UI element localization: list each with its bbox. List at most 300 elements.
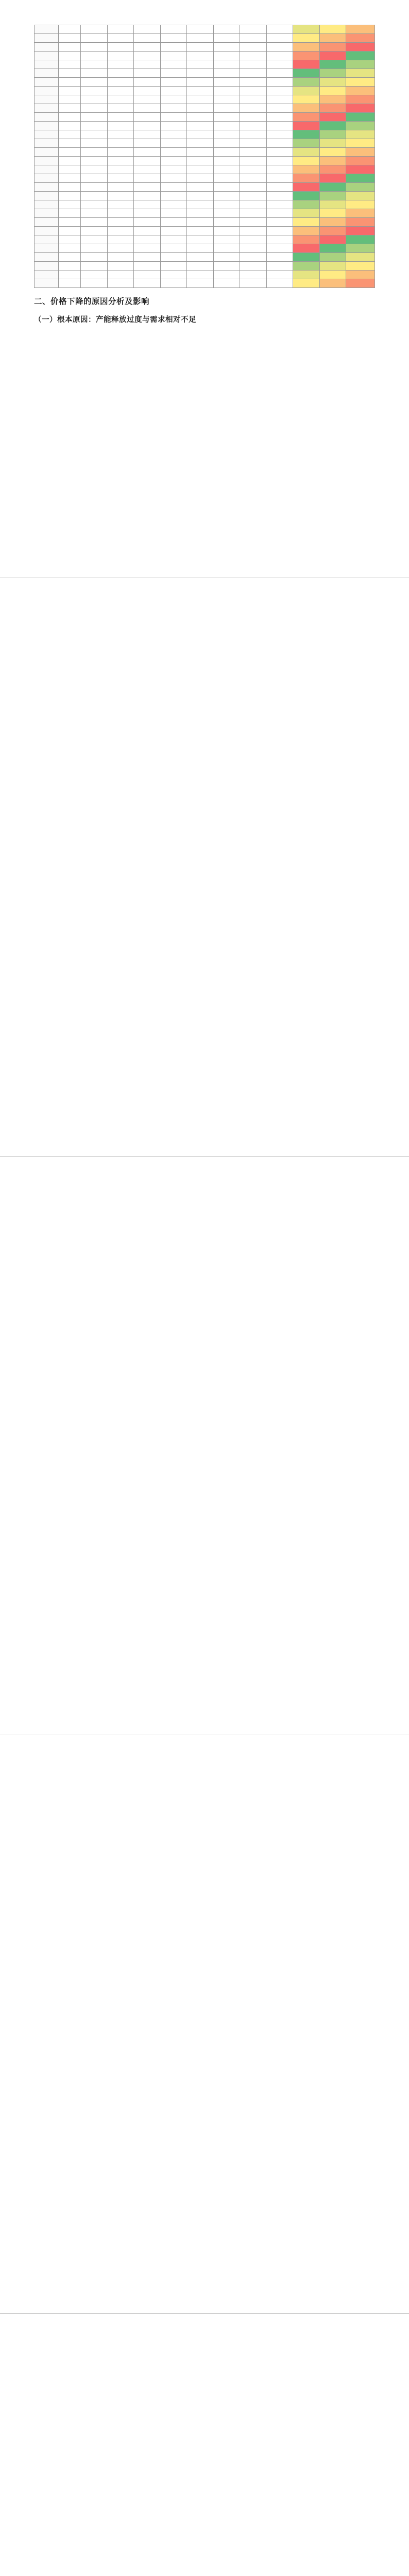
table-cell	[240, 244, 267, 253]
table-cell	[346, 235, 375, 244]
subsection-title-1: （一）根本原因：产能释放过度与需求相对不足	[34, 316, 196, 324]
row-category	[35, 78, 59, 87]
table-cell	[293, 165, 320, 174]
table-cell	[346, 43, 375, 52]
table-cell	[134, 113, 161, 122]
table-row	[35, 279, 375, 288]
table-cell	[134, 139, 161, 148]
table-cell	[213, 227, 240, 235]
table-cell	[81, 262, 108, 270]
table-cell	[213, 200, 240, 209]
table-cell	[266, 148, 293, 157]
table-cell	[319, 253, 346, 262]
table-cell	[346, 60, 375, 69]
table-cell	[59, 183, 81, 192]
table-cell	[81, 157, 108, 165]
table-cell	[160, 78, 187, 87]
table-cell	[187, 183, 214, 192]
table-cell	[319, 87, 346, 95]
table-cell	[266, 157, 293, 165]
table-row	[35, 174, 375, 183]
table-cell	[293, 157, 320, 165]
table-cell	[266, 87, 293, 95]
table-cell	[293, 174, 320, 183]
table-cell	[59, 192, 81, 200]
table-cell	[346, 34, 375, 43]
table-cell	[266, 34, 293, 43]
table-cell	[346, 95, 375, 104]
table-cell	[319, 262, 346, 270]
table-row	[35, 122, 375, 130]
table-cell	[319, 95, 346, 104]
row-category	[35, 69, 59, 78]
table-cell	[134, 34, 161, 43]
table-cell	[187, 139, 214, 148]
table-cell	[81, 148, 108, 157]
page-divider	[0, 2313, 409, 2314]
table-cell	[213, 209, 240, 218]
table-row	[35, 148, 375, 157]
table-cell	[266, 253, 293, 262]
table-cell	[293, 25, 320, 34]
table-cell	[319, 165, 346, 174]
table-cell	[59, 235, 81, 244]
table-cell	[134, 165, 161, 174]
table-cell	[187, 60, 214, 69]
table-cell	[59, 60, 81, 69]
table-cell	[187, 130, 214, 139]
table-row	[35, 60, 375, 69]
table-row	[35, 270, 375, 279]
page-3	[0, 1157, 409, 1735]
table-cell	[240, 279, 267, 288]
row-category	[35, 52, 59, 60]
table-cell	[81, 209, 108, 218]
table-cell	[346, 157, 375, 165]
table-cell	[213, 130, 240, 139]
table-cell	[187, 122, 214, 130]
table-row	[35, 218, 375, 227]
table-cell	[240, 104, 267, 113]
table-cell	[266, 60, 293, 69]
table-cell	[160, 157, 187, 165]
table-cell	[293, 52, 320, 60]
table-cell	[160, 174, 187, 183]
table-cell	[293, 183, 320, 192]
table-cell	[134, 235, 161, 244]
table-cell	[213, 139, 240, 148]
row-category	[35, 148, 59, 157]
table-row	[35, 34, 375, 43]
table-cell	[240, 253, 267, 262]
table-cell	[134, 95, 161, 104]
table-cell	[346, 87, 375, 95]
table-cell	[59, 209, 81, 218]
row-category	[35, 43, 59, 52]
table-cell	[107, 25, 134, 34]
table-cell	[240, 130, 267, 139]
table-row	[35, 192, 375, 200]
table-cell	[59, 104, 81, 113]
table-cell	[266, 52, 293, 60]
table-cell	[319, 244, 346, 253]
table-cell	[213, 244, 240, 253]
table-cell	[293, 253, 320, 262]
table-cell	[319, 69, 346, 78]
table-cell	[213, 218, 240, 227]
table-cell	[107, 244, 134, 253]
section-title: 二、价格下降的原因分析及影响	[34, 297, 150, 306]
table-cell	[266, 183, 293, 192]
table-cell	[134, 157, 161, 165]
table-cell	[187, 95, 214, 104]
table-cell	[134, 227, 161, 235]
table-cell	[346, 52, 375, 60]
table-cell	[81, 218, 108, 227]
table-cell	[134, 78, 161, 87]
table-cell	[266, 113, 293, 122]
table-cell	[160, 60, 187, 69]
table-cell	[81, 34, 108, 43]
table-cell	[187, 43, 214, 52]
table-cell	[293, 279, 320, 288]
table-cell	[187, 262, 214, 270]
table-cell	[319, 174, 346, 183]
table-cell	[240, 270, 267, 279]
table-cell	[240, 183, 267, 192]
table-cell	[187, 235, 214, 244]
page-2	[0, 579, 409, 1157]
table-cell	[107, 192, 134, 200]
page-4	[0, 1736, 409, 2314]
table-cell	[81, 253, 108, 262]
table-cell	[346, 139, 375, 148]
row-category	[35, 200, 59, 209]
table-cell	[346, 192, 375, 200]
table-cell	[107, 174, 134, 183]
table-cell	[240, 262, 267, 270]
table-cell	[293, 95, 320, 104]
table-cell	[134, 183, 161, 192]
table-cell	[134, 244, 161, 253]
table-cell	[107, 279, 134, 288]
table-cell	[319, 148, 346, 157]
table-cell	[319, 279, 346, 288]
table-cell	[187, 52, 214, 60]
table-cell	[59, 270, 81, 279]
table-cell	[346, 200, 375, 209]
table-cell	[59, 148, 81, 157]
table-cell	[213, 113, 240, 122]
table-cell	[81, 270, 108, 279]
table-cell	[160, 139, 187, 148]
table-cell	[187, 113, 214, 122]
table-cell	[59, 165, 81, 174]
table-cell	[59, 95, 81, 104]
table-cell	[59, 157, 81, 165]
table-cell	[240, 78, 267, 87]
table-cell	[240, 218, 267, 227]
table-cell	[134, 253, 161, 262]
table-cell	[346, 25, 375, 34]
table-cell	[346, 244, 375, 253]
table-cell	[293, 227, 320, 235]
table-cell	[107, 253, 134, 262]
table-cell	[240, 200, 267, 209]
table-row	[35, 227, 375, 235]
row-category	[35, 139, 59, 148]
table-cell	[134, 87, 161, 95]
table-cell	[213, 270, 240, 279]
table-cell	[346, 78, 375, 87]
table-cell	[134, 209, 161, 218]
table-cell	[81, 279, 108, 288]
table-cell	[293, 270, 320, 279]
table-cell	[59, 174, 81, 183]
table-row	[35, 209, 375, 218]
table-cell	[160, 95, 187, 104]
table-cell	[266, 235, 293, 244]
table-row	[35, 157, 375, 165]
row-category	[35, 262, 59, 270]
row-category	[35, 87, 59, 95]
table-cell	[187, 34, 214, 43]
table-cell	[187, 165, 214, 174]
table-cell	[160, 270, 187, 279]
table-cell	[293, 43, 320, 52]
table-cell	[81, 122, 108, 130]
table-cell	[213, 279, 240, 288]
page-divider	[0, 1156, 409, 1157]
table-cell	[187, 174, 214, 183]
table-cell	[160, 148, 187, 157]
table-cell	[107, 262, 134, 270]
table-cell	[240, 25, 267, 34]
table-cell	[59, 218, 81, 227]
table-cell	[213, 157, 240, 165]
table-cell	[81, 69, 108, 78]
table-cell	[134, 122, 161, 130]
table-cell	[160, 43, 187, 52]
table-cell	[240, 34, 267, 43]
table-cell	[213, 262, 240, 270]
table-cell	[107, 43, 134, 52]
row-category	[35, 279, 59, 288]
table-cell	[187, 78, 214, 87]
table-cell	[293, 244, 320, 253]
table-cell	[59, 87, 81, 95]
table-cell	[81, 130, 108, 139]
table-cell	[81, 113, 108, 122]
row-category	[35, 235, 59, 244]
table-cell	[213, 95, 240, 104]
table-cell	[346, 218, 375, 227]
table-cell	[266, 279, 293, 288]
table-cell	[107, 165, 134, 174]
table-cell	[213, 52, 240, 60]
table-cell	[107, 69, 134, 78]
table-cell	[160, 113, 187, 122]
table-cell	[160, 244, 187, 253]
table-cell	[160, 192, 187, 200]
table-cell	[81, 25, 108, 34]
table-cell	[213, 183, 240, 192]
table-cell	[81, 174, 108, 183]
table-row	[35, 95, 375, 104]
table-cell	[213, 192, 240, 200]
table-cell	[266, 104, 293, 113]
table-cell	[213, 165, 240, 174]
table-cell	[187, 279, 214, 288]
table-cell	[160, 235, 187, 244]
row-category	[35, 113, 59, 122]
table-cell	[160, 183, 187, 192]
table-cell	[81, 227, 108, 235]
table-cell	[240, 139, 267, 148]
table-cell	[240, 235, 267, 244]
table-cell	[134, 25, 161, 34]
table-row	[35, 78, 375, 87]
table-cell	[81, 165, 108, 174]
table-cell	[240, 52, 267, 60]
table-cell	[59, 25, 81, 34]
table-cell	[59, 200, 81, 209]
table-cell	[266, 95, 293, 104]
table-cell	[81, 104, 108, 113]
table-cell	[266, 174, 293, 183]
table-cell	[346, 279, 375, 288]
row-category	[35, 192, 59, 200]
table-cell	[81, 87, 108, 95]
table-cell	[346, 130, 375, 139]
table-cell	[134, 192, 161, 200]
table-cell	[160, 122, 187, 130]
table-cell	[134, 279, 161, 288]
table-cell	[59, 227, 81, 235]
table-cell	[81, 139, 108, 148]
table-cell	[346, 270, 375, 279]
table-cell	[134, 52, 161, 60]
table-cell	[107, 183, 134, 192]
row-category	[35, 157, 59, 165]
table-cell	[266, 165, 293, 174]
table-cell	[134, 174, 161, 183]
table-cell	[107, 78, 134, 87]
table-cell	[266, 262, 293, 270]
table-cell	[107, 52, 134, 60]
table-cell	[346, 174, 375, 183]
table-cell	[160, 279, 187, 288]
table-cell	[240, 148, 267, 157]
table-cell	[187, 69, 214, 78]
table-cell	[293, 148, 320, 157]
table-cell	[59, 262, 81, 270]
table-row	[35, 244, 375, 253]
row-category	[35, 25, 59, 34]
table-cell	[293, 200, 320, 209]
table-cell	[107, 218, 134, 227]
table-cell	[319, 227, 346, 235]
table-cell	[319, 235, 346, 244]
table-cell	[134, 270, 161, 279]
table-cell	[187, 104, 214, 113]
table-cell	[346, 69, 375, 78]
table-cell	[319, 78, 346, 87]
table-cell	[160, 200, 187, 209]
table-cell	[59, 52, 81, 60]
table-cell	[160, 165, 187, 174]
table-cell	[107, 157, 134, 165]
table-cell	[240, 43, 267, 52]
table-cell	[81, 244, 108, 253]
table-cell	[266, 43, 293, 52]
table-row	[35, 130, 375, 139]
table-row	[35, 262, 375, 270]
table-cell	[266, 69, 293, 78]
table-cell	[107, 139, 134, 148]
table-cell	[59, 43, 81, 52]
table-cell	[81, 235, 108, 244]
table-cell	[346, 104, 375, 113]
table-cell	[266, 200, 293, 209]
table-cell	[160, 87, 187, 95]
table-cell	[293, 87, 320, 95]
table-cell	[134, 218, 161, 227]
table-cell	[319, 200, 346, 209]
table-cell	[160, 209, 187, 218]
table-cell	[240, 165, 267, 174]
table-cell	[187, 253, 214, 262]
table-cell	[81, 192, 108, 200]
table-cell	[59, 253, 81, 262]
table-cell	[187, 25, 214, 34]
table-cell	[266, 270, 293, 279]
table-cell	[240, 113, 267, 122]
table-cell	[240, 60, 267, 69]
table-cell	[134, 200, 161, 209]
table-cell	[293, 192, 320, 200]
table-cell	[319, 183, 346, 192]
row-category	[35, 174, 59, 183]
table-cell	[59, 113, 81, 122]
table-cell	[293, 130, 320, 139]
table-cell	[187, 87, 214, 95]
table-cell	[213, 104, 240, 113]
table-cell	[59, 122, 81, 130]
table-cell	[346, 253, 375, 262]
table-cell	[59, 244, 81, 253]
table-cell	[59, 130, 81, 139]
table-cell	[107, 130, 134, 139]
table-cell	[293, 122, 320, 130]
table-cell	[346, 227, 375, 235]
table-cell	[160, 130, 187, 139]
page-1	[0, 0, 409, 578]
table-cell	[160, 218, 187, 227]
table-row	[35, 25, 375, 34]
table-cell	[134, 43, 161, 52]
table-cell	[266, 139, 293, 148]
table-cell	[319, 122, 346, 130]
table-cell	[187, 157, 214, 165]
table-cell	[213, 78, 240, 87]
table-cell	[293, 235, 320, 244]
table-cell	[319, 52, 346, 60]
table-cell	[266, 130, 293, 139]
table-cell	[240, 95, 267, 104]
table-cell	[107, 200, 134, 209]
table-cell	[187, 227, 214, 235]
